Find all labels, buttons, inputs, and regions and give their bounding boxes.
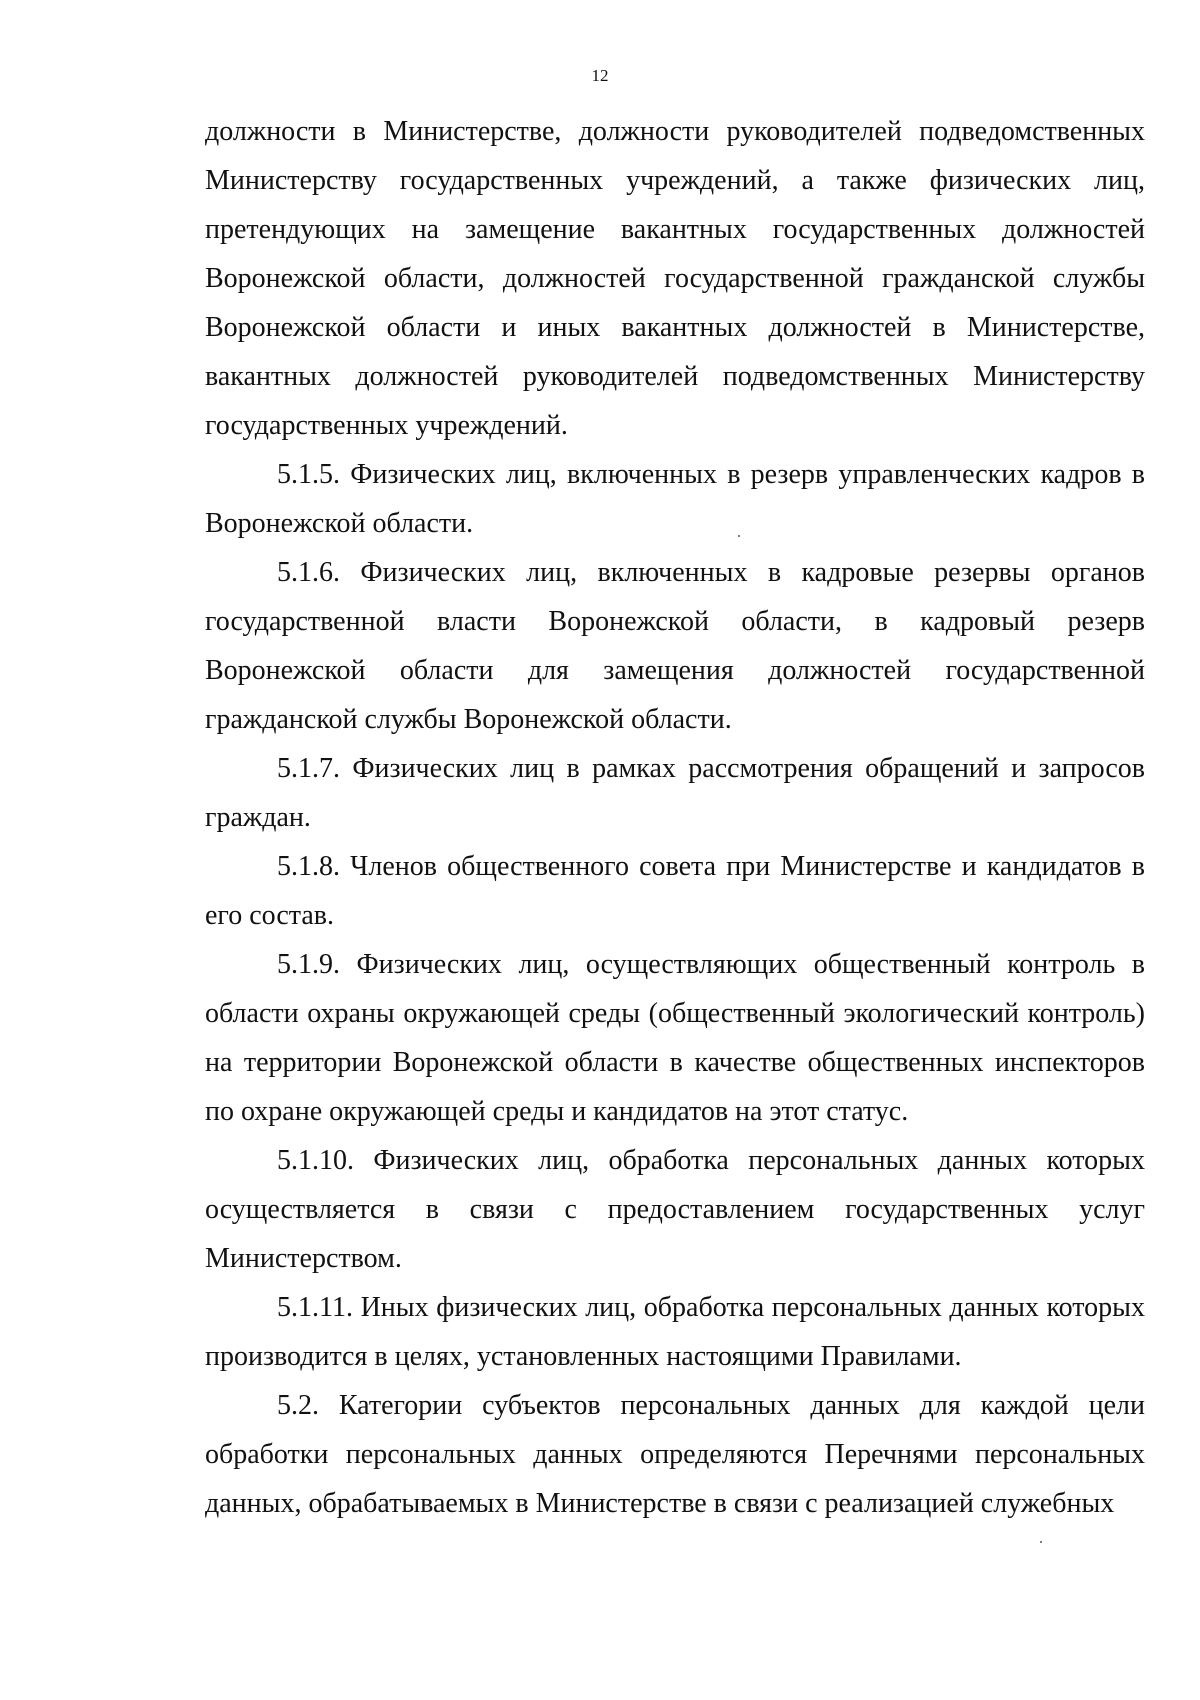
paragraph-5-1-8: 5.1.8. Членов общественного совета при Министерстве и кандидатов в его состав.: [205, 851, 1145, 931]
scan-speck: [1040, 1541, 1042, 1543]
paragraph-5-1-10: 5.1.10. Физических лиц, обработка персональных данных которых осуществляется в связи с предоставлением государственных услуг Министерством.: [205, 1145, 1145, 1274]
paragraph-5-1-6: 5.1.6. Физических лиц, включенных в кадровые резервы органов государственной власти Воронежской области, в кадровый резерв Воронежской области для замещения должностей государственной гражданской службы Воронежской области.: [205, 557, 1145, 735]
document-body: [205, 107, 1145, 1528]
paragraph-5-1-11: 5.1.11. Иных физических лиц, обработка персональных данных которых производится в целях, установленных настоящими Правилами.: [205, 1292, 1145, 1372]
paragraph-5-1-9: 5.1.9. Физических лиц, осуществляющих общественный контроль в области охраны окружающей среды (общественный экологический контроль) на территории Воронежской области в качестве общественных инспекторов по охране окружающей среды и кандидатов на этот статус.: [205, 949, 1145, 1127]
paragraph-5-1-7: 5.1.7. Физических лиц в рамках рассмотрения обращений и запросов граждан.: [205, 753, 1145, 833]
scan-speck: [738, 535, 740, 537]
paragraph-5-1-5: 5.1.5. Физических лиц, включенных в резерв управленческих кадров в Воронежской области.: [205, 459, 1145, 539]
paragraph-5-2: 5.2. Категории субъектов персональных данных для каждой цели обработки персональных данных определяются Перечнями персональных данных, обрабатываемых в Министерстве в связи с реализацией служебных: [205, 1390, 1145, 1519]
page-number: 12: [591, 66, 609, 85]
paragraph-continuation: должности в Министерстве, должности руководителей подведомственных Министерству государственных учреждений, а также физических лиц, претендующих на замещение вакантных государственных должностей Воронежской области, должностей государственной гражданской службы Воронежской области и иных вакантных должностей в Министерстве, вакантных должностей руководителей подведомственных Министерству государственных учреждений.: [205, 116, 1145, 441]
